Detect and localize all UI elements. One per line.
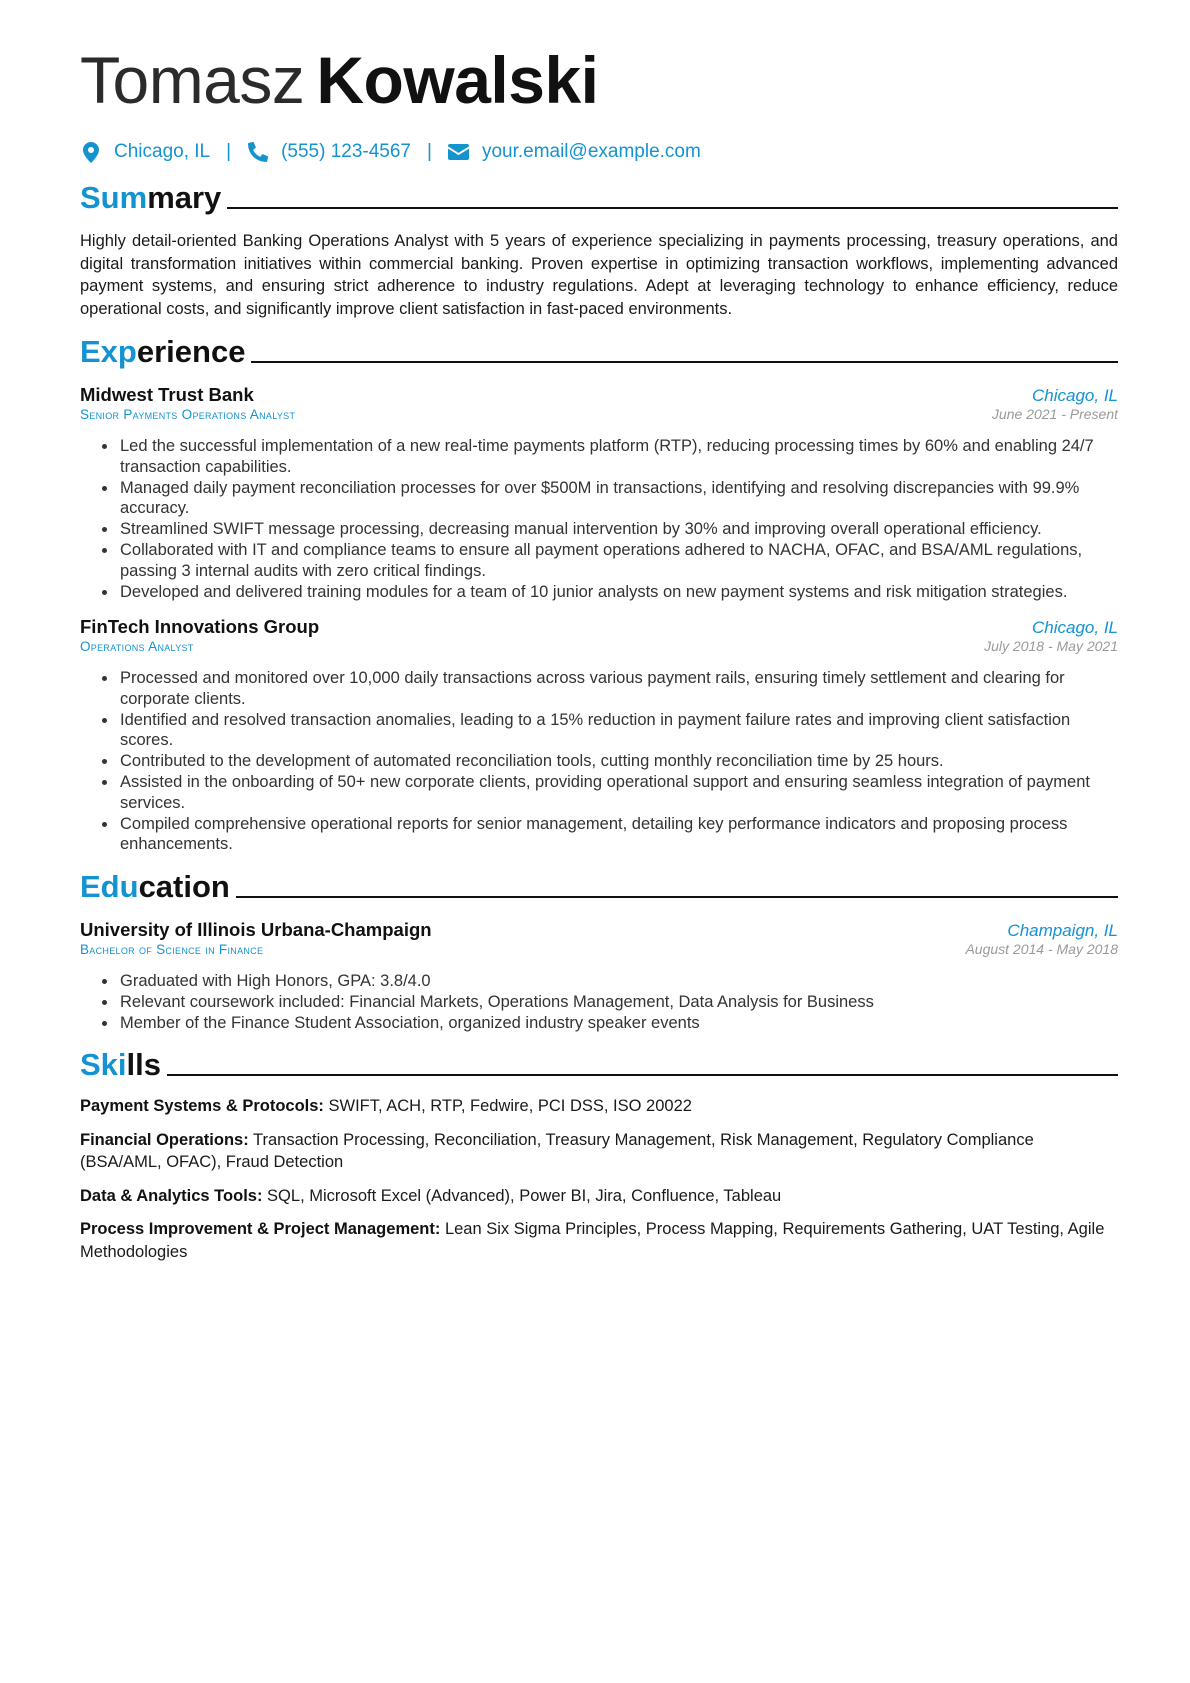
contact-line [80,138,1118,166]
job-title: Senior Payments Operations Analyst [80,407,296,422]
school-name: University of Illinois Urbana-Champaign [80,918,432,940]
last-name: Kowalski [316,43,599,117]
bullet-item: • Managed daily payment reconciliation processes for over $500M in transactions, identifying and resolving discrepancies with 99.9% accuracy. [118,478,1118,519]
job-bullets [80,668,1118,855]
location-text: Chicago, IL [114,141,211,162]
section-title-highlight: Edu [80,868,139,904]
section-title-rest: lls [126,1047,161,1082]
summary-section [80,176,1118,320]
section-title [80,334,245,370]
education-bullets [80,971,1118,1034]
skill-group-label: Process Improvement & Project Management: [80,1220,441,1238]
job-subheader [80,406,1118,422]
map-pin-icon [80,141,102,163]
bullet-item: • Developed and delivered training modules for a team of 10 junior analysts on new payment systems and risk mitigation strategies. [118,582,1118,603]
phone-icon [247,141,269,163]
section-divider [167,1074,1118,1076]
bullet-item: • Contributed to the development of automated reconciliation tools, cutting monthly reconciliation time by 25 hours. [118,751,1118,772]
employer-name: Midwest Trust Bank [80,384,254,405]
section-divider [227,207,1118,209]
section-title-highlight: Ski [80,1047,127,1082]
skill-group-values: Transaction Processing, Reconciliation, Treasury Management, Risk Management, Regulatory Compliance (BSA/AML, OFAC), Fraud Detection [80,1130,1034,1171]
section-divider [251,361,1118,363]
skill-group-values: Lean Six Sigma Principles, Process Mapping, Requirements Gathering, UAT Testing, Agile Methodologies [80,1220,1105,1261]
experience-section [80,330,1118,855]
bullet-item: • Graduated with High Honors, GPA: 3.8/4.0 [118,971,1118,992]
envelope-icon [448,141,470,163]
job-location: Chicago, IL [1032,618,1118,637]
contact-phone[interactable] [247,141,411,163]
skill-group-values: SQL, Microsoft Excel (Advanced), Power BI, Jira, Confluence, Tableau [267,1186,782,1205]
education-header [80,919,1118,941]
section-title-rest: erience [136,334,246,369]
section-title-rest: mary [147,180,222,215]
education-subheader [80,941,1118,957]
skills-list [80,1095,1118,1263]
summary-text: Highly detail-oriented Banking Operations Analyst with 5 years of experience specializing in payments processing, treasury operations, and digital transformation initiatives within commercial banking. Proven expertise in optimizing transaction workflows, implementing advanced payment systems, and ensuring strict adherence to industry regulations. Adept at leveraging technology to enhance efficiency, reduce operational costs, and significantly improve client satisfaction in fast-paced environments. [80,232,1118,318]
contact-location [80,141,210,163]
email-link[interactable]: your.email@example.com [481,141,701,162]
job-entry [80,616,1118,855]
skill-group-label: Data & Analytics Tools: [80,1186,263,1205]
bullet-item: • Collaborated with IT and compliance teams to ensure all payment operations adhered to NACHA, OFAC, and BSA/AML regulations, passing 3 internal audits with zero critical findings. [118,540,1118,581]
job-subheader [80,638,1118,654]
section-header [80,330,1118,370]
job-header [80,384,1118,406]
job-dates: June 2021 - Present [991,406,1118,422]
first-name: Tomasz [80,43,305,117]
employer-name: FinTech Innovations Group [80,616,320,637]
education-section [80,865,1118,1034]
resume-page [80,40,1118,1274]
bullet-item: • Relevant coursework included: Financial Markets, Operations Management, Data Analysis for Business [118,992,1118,1013]
bullet-item: • Identified and resolved transaction anomalies, leading to a 15% reduction in payment failure rates and improving client satisfaction scores. [118,710,1118,751]
degree-title: Bachelor of Science in Finance [80,941,264,957]
skills-section [80,1043,1118,1263]
job-header [80,616,1118,638]
job-entry [80,384,1118,602]
section-header [80,176,1118,216]
section-header [80,865,1118,905]
skill-group-label: Payment Systems & Protocols: [80,1097,324,1115]
education-dates: August 2014 - May 2018 [965,940,1118,957]
job-title: Operations Analyst [80,639,194,654]
candidate-name [80,40,1118,120]
contact-email[interactable] [448,141,701,163]
skill-group-label: Financial Operations: [80,1130,249,1149]
section-title [80,869,230,905]
section-title-highlight: Sum [80,180,148,215]
section-divider [236,896,1118,898]
job-location: Chicago, IL [1032,386,1118,405]
section-title-highlight: Exp [80,334,137,369]
bullet-item: • Led the successful implementation of a new real-time payments platform (RTP), reducing processing times by 60% and enabling 24/7 transaction capabilities. [118,436,1118,477]
bullet-item: • Processed and monitored over 10,000 daily transactions across various payment rails, ensuring timely settlement and clearing for corporate clients. [118,668,1118,709]
skill-group [80,1185,1118,1208]
contact-separator: | [427,141,432,162]
skill-group [80,1095,1118,1118]
skill-group [80,1218,1118,1263]
job-bullets [80,436,1118,602]
section-title [80,1047,161,1083]
school-location: Champaign, IL [1007,920,1118,940]
section-title [80,180,221,216]
skill-group [80,1129,1118,1174]
bullet-item: • Compiled comprehensive operational reports for senior management, detailing key performance indicators and proposing process enhancements. [118,814,1118,855]
bullet-item: • Streamlined SWIFT message processing, decreasing manual intervention by 30% and improving overall operational efficiency. [118,519,1118,540]
job-dates: July 2018 - May 2021 [984,638,1118,654]
contact-separator: | [226,141,232,162]
skill-group-values: SWIFT, ACH, RTP, Fedwire, PCI DSS, ISO 20022 [328,1097,692,1115]
phone-text[interactable]: (555) 123-4567 [281,141,411,162]
section-header [80,1043,1118,1083]
education-entry [80,919,1118,1034]
section-title-rest: cation [138,868,230,904]
bullet-item: • Assisted in the onboarding of 50+ new corporate clients, providing operational support and ensuring seamless integration of payment services. [118,772,1118,813]
bullet-item: • Member of the Finance Student Association, organized industry speaker events [118,1013,1118,1034]
